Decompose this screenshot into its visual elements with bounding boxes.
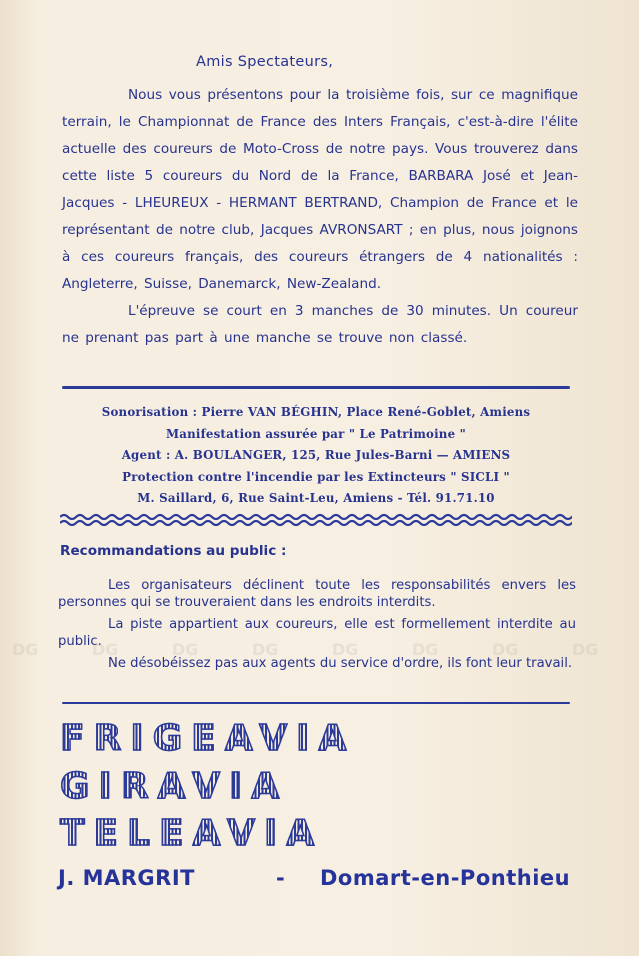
info-line-agent: Agent : A. BOULANGER, 125, Rue Jules-Barni — AMIENS: [121, 448, 511, 462]
divider-rule: [62, 386, 570, 389]
recommendation-paragraph: Les organisateurs déclinent toute les responsabilités envers les personnes qui se trouveraient dans les endroits interdits.: [58, 578, 576, 610]
watermark-mark: DG: [252, 640, 279, 659]
footer-separator: -: [276, 866, 285, 890]
recommendations-title: Recommandations au public :: [60, 543, 287, 559]
wavy-divider: [60, 512, 572, 528]
watermark-mark: DG: [572, 640, 599, 659]
watermark-mark: DG: [172, 640, 199, 659]
recommendations-text: [58, 578, 576, 679]
watermark-mark: DG: [412, 640, 439, 659]
divider-rule: [62, 702, 570, 704]
sponsor-info: [62, 402, 570, 510]
info-line-fire-protection: Protection contre l'incendie par les Extincteurs " SICLI ": [122, 469, 510, 484]
recommendation-paragraph: La piste appartient aux coureurs, elle est formellement interdite au public.: [58, 617, 576, 649]
info-line-sound: Sonorisation : Pierre VAN BÉGHIN, Place René-Goblet, Amiens: [101, 405, 531, 419]
intro-paragraph: Nous vous présentons pour la troisième fois, sur ce magnifique terrain, le Championnat de France des Inters Français, c'est-à-dire l'élite actuelle des coureurs de Moto-Cross de notre pays. Vous trouverez dans cette liste 5 coureurs du Nord de la France, BARBARA José et Jean-Jacques - LHEUREUX - HERMANT BERTRAND, Champion de France et le représentant de notre club, Jacques AVRONSART ; en plus, nous joignons à ces coureurs français, des coureurs étrangers de 4 nationalités : Angleterre, Suisse, Danemarck, New-Zealand.: [62, 87, 578, 292]
brand-frigeavia: FRIGEAVIA: [60, 718, 356, 759]
salutation: Amis Spectateurs,: [196, 54, 334, 70]
watermark-mark: DG: [332, 640, 359, 659]
watermark-mark: DG: [492, 640, 519, 659]
intro-text: [62, 82, 578, 352]
watermark-mark: DG: [92, 640, 119, 659]
recommendation-paragraph: Ne désobéissez pas aux agents du service d'ordre, ils font leur travail.: [108, 656, 573, 671]
intro-paragraph: L'épreuve se court en 3 manches de 30 minutes. Un coureur ne prenant pas part à une manche se trouve non classé.: [62, 303, 578, 346]
watermark-mark: DG: [12, 640, 39, 659]
info-line-insurance: Manifestation assurée par " Le Patrimoine ": [166, 426, 466, 441]
brand-giravia: GIRAVIA: [60, 766, 289, 807]
dealer-location: Domart-en-Ponthieu: [320, 866, 571, 890]
info-line-address: M. Saillard, 6, Rue Saint-Leu, Amiens - Tél. 91.71.10: [137, 491, 495, 505]
dealer-name: J. MARGRIT: [58, 866, 195, 890]
brand-teleavia: TELEAVIA: [60, 813, 324, 854]
